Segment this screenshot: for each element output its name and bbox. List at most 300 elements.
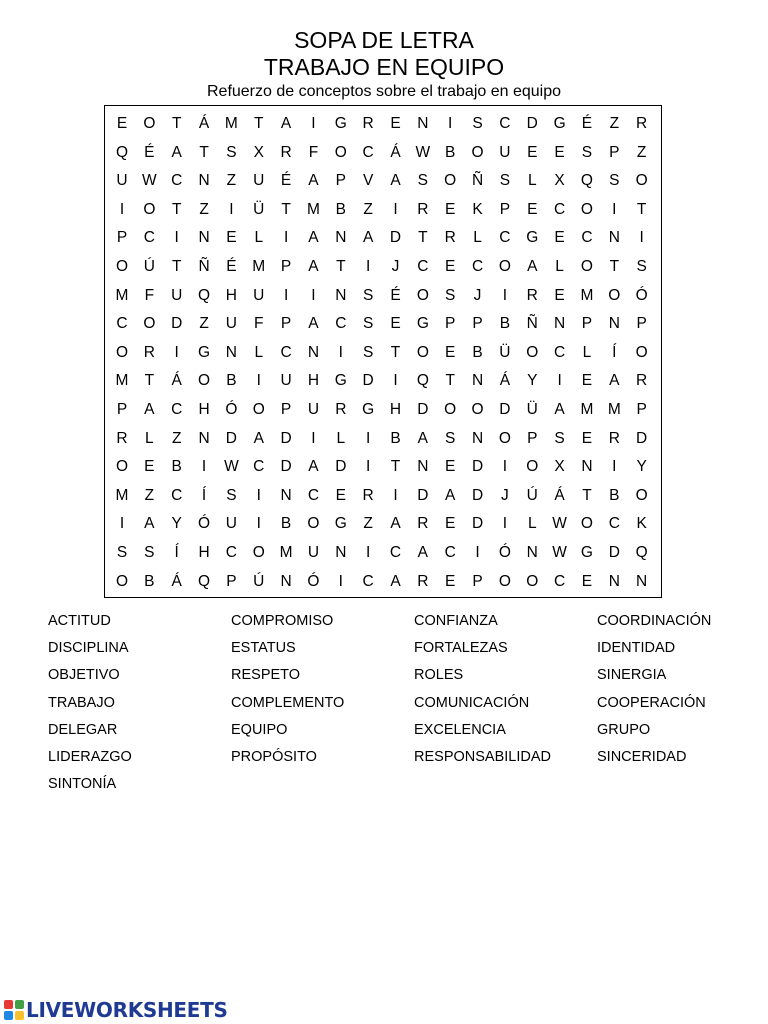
grid-letter[interactable]: D (608, 544, 620, 561)
grid-letter[interactable]: Ú (253, 572, 265, 590)
grid-letter[interactable]: I (338, 343, 343, 361)
grid-letter[interactable]: U (171, 286, 183, 304)
grid-letter[interactable]: R (143, 343, 155, 361)
grid-letter[interactable]: Z (609, 115, 620, 132)
grid-letter[interactable]: P (527, 429, 538, 447)
grid-letter[interactable]: P (636, 401, 647, 418)
grid-letter[interactable]: E (445, 572, 456, 590)
grid-letter[interactable]: H (198, 401, 210, 418)
grid-letter[interactable]: P (499, 200, 511, 218)
grid-letter[interactable]: Ó (225, 401, 238, 418)
grid-letter[interactable]: I (612, 200, 617, 218)
grid-letter[interactable]: K (472, 200, 483, 218)
grid-letter[interactable]: B (390, 429, 401, 447)
grid-letter[interactable]: O (115, 258, 129, 275)
grid-letter[interactable]: R (526, 286, 538, 304)
grid-letter[interactable]: I (502, 286, 508, 304)
grid-letter[interactable]: S (116, 544, 128, 561)
grid-letter[interactable]: N (198, 429, 210, 447)
grid-letter[interactable]: C (307, 486, 320, 504)
grid-letter[interactable]: Y (527, 372, 538, 390)
grid-letter[interactable]: B (609, 486, 620, 504)
grid-letter[interactable]: S (362, 315, 374, 333)
grid-letter[interactable]: O (471, 143, 484, 161)
grid-letter[interactable]: B (335, 200, 346, 218)
grid-letter[interactable]: G (334, 515, 347, 533)
grid-letter[interactable]: D (362, 372, 374, 390)
grid-letter[interactable]: L (336, 429, 346, 447)
grid-letter[interactable]: P (280, 258, 292, 275)
grid-letter[interactable]: H (307, 372, 320, 390)
grid-letter[interactable]: N (417, 115, 429, 132)
grid-letter[interactable]: F (308, 143, 319, 161)
grid-letter[interactable]: J (391, 258, 400, 275)
grid-letter[interactable]: O (635, 343, 648, 361)
grid-letter[interactable]: I (365, 258, 371, 275)
grid-letter[interactable]: D (471, 515, 484, 533)
grid-letter[interactable]: R (362, 486, 374, 504)
grid-letter[interactable]: E (581, 572, 593, 590)
grid-letter[interactable]: C (171, 401, 183, 418)
grid-letter[interactable]: O (444, 172, 457, 190)
grid-letter[interactable]: S (144, 544, 155, 561)
grid-letter[interactable]: D (636, 429, 648, 447)
grid-letter[interactable]: C (553, 572, 566, 590)
grid-letter[interactable]: O (635, 486, 648, 504)
grid-letter[interactable]: Á (554, 486, 565, 504)
grid-letter[interactable]: A (527, 258, 538, 275)
grid-letter[interactable]: P (280, 401, 292, 418)
grid-letter[interactable]: M (115, 486, 129, 504)
grid-letter[interactable]: N (335, 544, 347, 561)
grid-letter[interactable]: I (502, 515, 508, 533)
grid-letter[interactable]: B (226, 372, 237, 390)
grid-letter[interactable]: E (226, 229, 237, 247)
grid-letter[interactable]: I (256, 486, 261, 504)
grid-letter[interactable]: C (471, 258, 484, 275)
grid-letter[interactable]: A (308, 258, 319, 275)
grid-letter[interactable]: U (253, 172, 265, 190)
grid-letter[interactable]: U (116, 172, 128, 190)
grid-letter[interactable]: S (362, 343, 374, 361)
grid-letter[interactable]: N (198, 229, 210, 247)
grid-letter[interactable]: M (607, 401, 621, 418)
grid-letter[interactable]: É (280, 172, 292, 190)
grid-letter[interactable]: C (362, 572, 374, 590)
grid-letter[interactable]: C (553, 343, 566, 361)
grid-letter[interactable]: P (280, 315, 292, 333)
grid-letter[interactable]: L (555, 258, 564, 275)
grid-letter[interactable]: U (253, 286, 265, 304)
grid-letter[interactable]: O (143, 315, 156, 333)
grid-letter[interactable]: Ü (499, 343, 511, 361)
grid-letter[interactable]: E (527, 143, 538, 161)
grid-letter[interactable]: Q (115, 143, 129, 161)
grid-letter[interactable]: O (526, 343, 539, 361)
grid-letter[interactable]: D (417, 401, 429, 418)
grid-letter[interactable]: L (527, 515, 537, 533)
grid-letter[interactable]: I (311, 286, 316, 304)
grid-letter[interactable]: N (280, 572, 292, 590)
grid-letter[interactable]: E (144, 458, 155, 476)
grid-letter[interactable]: T (609, 258, 620, 275)
grid-letter[interactable]: A (362, 229, 374, 247)
grid-letter[interactable]: C (225, 544, 237, 561)
grid-letter[interactable]: R (444, 229, 456, 247)
grid-letter[interactable]: P (445, 315, 456, 333)
grid-letter[interactable]: Ñ (198, 258, 210, 275)
grid-letter[interactable]: M (580, 286, 594, 304)
grid-letter[interactable]: Z (363, 515, 373, 533)
grid-letter[interactable]: G (416, 315, 429, 333)
grid-letter[interactable]: I (365, 429, 371, 447)
grid-letter[interactable]: U (225, 515, 237, 533)
grid-letter[interactable]: Ó (498, 544, 511, 561)
grid-letter[interactable]: D (389, 229, 402, 247)
grid-letter[interactable]: P (581, 315, 593, 333)
grid-letter[interactable]: M (224, 115, 238, 132)
grid-letter[interactable]: A (144, 401, 155, 418)
grid-letter[interactable]: E (390, 115, 401, 132)
grid-letter[interactable]: S (554, 429, 565, 447)
grid-letter[interactable]: T (336, 258, 346, 275)
grid-letter[interactable]: T (144, 372, 155, 390)
grid-letter[interactable]: I (365, 458, 371, 476)
grid-letter[interactable]: S (581, 143, 593, 161)
grid-letter[interactable]: I (119, 200, 125, 218)
grid-letter[interactable]: T (281, 200, 291, 218)
grid-letter[interactable]: B (144, 572, 155, 590)
grid-letter[interactable]: C (335, 315, 347, 333)
grid-letter[interactable]: N (225, 343, 237, 361)
grid-letter[interactable]: C (581, 229, 593, 247)
grid-letter[interactable]: E (390, 315, 401, 333)
grid-letter[interactable]: O (252, 544, 265, 561)
grid-letter[interactable]: É (390, 286, 401, 304)
grid-letter[interactable]: Z (171, 429, 182, 447)
grid-letter[interactable]: R (608, 429, 620, 447)
grid-letter[interactable]: I (338, 572, 343, 590)
grid-letter[interactable]: Q (198, 572, 211, 590)
grid-letter[interactable]: N (417, 458, 429, 476)
grid-letter[interactable]: M (306, 200, 320, 218)
grid-letter[interactable]: O (635, 172, 648, 190)
grid-letter[interactable]: N (553, 315, 566, 333)
grid-letter[interactable]: W (142, 172, 157, 190)
grid-letter[interactable]: T (390, 343, 401, 361)
grid-letter[interactable]: O (198, 372, 211, 390)
grid-letter[interactable]: W (552, 515, 567, 533)
grid-letter[interactable]: D (171, 315, 183, 333)
grid-letter[interactable]: O (307, 515, 320, 533)
grid-letter[interactable]: A (144, 515, 155, 533)
grid-letter[interactable]: W (224, 458, 239, 476)
grid-letter[interactable]: X (253, 143, 264, 161)
grid-letter[interactable]: Q (198, 286, 211, 304)
grid-letter[interactable]: I (475, 544, 480, 561)
grid-letter[interactable]: Ñ (526, 315, 538, 333)
grid-letter[interactable]: O (143, 200, 156, 218)
grid-letter[interactable]: T (171, 115, 182, 132)
grid-letter[interactable]: Ó (198, 515, 211, 533)
grid-letter[interactable]: G (553, 115, 566, 132)
grid-letter[interactable]: Y (171, 515, 182, 533)
grid-letter[interactable]: S (609, 172, 620, 190)
grid-letter[interactable]: H (225, 286, 237, 304)
grid-letter[interactable]: E (554, 286, 565, 304)
grid-letter[interactable]: N (608, 315, 620, 333)
grid-letter[interactable]: A (609, 372, 620, 390)
grid-letter[interactable]: E (445, 515, 456, 533)
grid-letter[interactable]: O (580, 200, 593, 218)
grid-letter[interactable]: K (636, 515, 647, 533)
grid-letter[interactable]: G (198, 343, 211, 361)
grid-letter[interactable]: P (472, 572, 483, 590)
grid-letter[interactable]: A (308, 172, 319, 190)
grid-letter[interactable]: R (417, 572, 429, 590)
grid-letter[interactable]: E (554, 143, 565, 161)
grid-letter[interactable]: N (581, 458, 593, 476)
grid-letter[interactable]: G (580, 544, 593, 561)
grid-letter[interactable]: R (636, 115, 648, 132)
grid-letter[interactable]: E (445, 458, 456, 476)
grid-letter[interactable]: T (418, 229, 428, 247)
grid-letter[interactable]: Z (363, 200, 373, 218)
grid-letter[interactable]: S (226, 486, 237, 504)
grid-letter[interactable]: X (554, 172, 565, 190)
grid-letter[interactable]: C (417, 258, 429, 275)
grid-letter[interactable]: A (417, 429, 429, 447)
grid-letter[interactable]: Z (144, 486, 155, 504)
grid-letter[interactable]: Q (580, 172, 593, 190)
grid-letter[interactable]: O (115, 572, 129, 590)
grid-letter[interactable]: O (334, 143, 347, 161)
grid-letter[interactable]: I (201, 458, 207, 476)
grid-letter[interactable]: Á (499, 372, 511, 390)
grid-letter[interactable]: R (280, 143, 292, 161)
grid-letter[interactable]: O (444, 401, 457, 418)
grid-letter[interactable]: C (608, 515, 620, 533)
grid-letter[interactable]: N (335, 229, 347, 247)
grid-letter[interactable]: O (416, 343, 429, 361)
grid-letter[interactable]: I (119, 515, 125, 533)
grid-letter[interactable]: Á (198, 115, 210, 132)
grid-letter[interactable]: O (580, 258, 593, 275)
grid-letter[interactable]: O (526, 458, 539, 476)
grid-letter[interactable]: M (279, 544, 293, 561)
grid-letter[interactable]: T (636, 200, 647, 218)
grid-letter[interactable]: I (393, 486, 398, 504)
grid-letter[interactable]: U (307, 401, 320, 418)
grid-letter[interactable]: C (499, 229, 511, 247)
grid-letter[interactable]: É (226, 258, 237, 275)
grid-letter[interactable]: M (580, 401, 594, 418)
grid-letter[interactable]: E (554, 229, 565, 247)
grid-letter[interactable]: M (252, 258, 266, 275)
grid-letter[interactable]: N (471, 372, 484, 390)
grid-letter[interactable]: C (116, 315, 128, 333)
grid-letter[interactable]: O (115, 343, 129, 361)
grid-letter[interactable]: É (581, 115, 593, 132)
grid-letter[interactable]: L (254, 343, 264, 361)
grid-letter[interactable]: C (362, 143, 374, 161)
grid-letter[interactable]: I (365, 544, 371, 561)
grid-letter[interactable]: A (253, 429, 264, 447)
grid-letter[interactable]: I (393, 372, 398, 390)
grid-letter[interactable]: S (445, 286, 456, 304)
grid-letter[interactable]: E (335, 486, 346, 504)
grid-letter[interactable]: S (445, 429, 456, 447)
grid-letter[interactable]: A (280, 115, 292, 132)
grid-letter[interactable]: E (581, 372, 593, 390)
grid-letter[interactable]: R (417, 515, 429, 533)
grid-letter[interactable]: É (144, 143, 155, 161)
grid-letter[interactable]: I (393, 200, 398, 218)
grid-letter[interactable]: R (636, 372, 648, 390)
grid-letter[interactable]: D (225, 429, 237, 447)
grid-letter[interactable]: D (499, 401, 511, 418)
grid-letter[interactable]: Ú (143, 258, 155, 275)
grid-letter[interactable]: P (116, 401, 128, 418)
grid-letter[interactable]: N (608, 572, 620, 590)
grid-letter[interactable]: Í (612, 343, 617, 361)
grid-letter[interactable]: A (390, 572, 401, 590)
grid-letter[interactable]: O (498, 572, 511, 590)
grid-letter[interactable]: I (311, 115, 316, 132)
grid-letter[interactable]: H (198, 544, 210, 561)
grid-letter[interactable]: D (280, 458, 292, 476)
grid-letter[interactable]: G (362, 401, 375, 418)
grid-letter[interactable]: T (171, 258, 182, 275)
grid-letter[interactable]: N (198, 172, 210, 190)
grid-letter[interactable]: I (174, 343, 179, 361)
grid-letter[interactable]: N (608, 229, 620, 247)
grid-letter[interactable]: C (253, 458, 265, 476)
grid-letter[interactable]: Ú (526, 486, 538, 504)
grid-letter[interactable]: G (526, 229, 539, 247)
grid-letter[interactable]: M (115, 286, 129, 304)
grid-letter[interactable]: A (308, 229, 319, 247)
grid-letter[interactable]: V (362, 172, 374, 190)
grid-letter[interactable]: E (445, 258, 456, 275)
grid-letter[interactable]: I (283, 286, 289, 304)
grid-letter[interactable]: O (143, 115, 156, 132)
grid-letter[interactable]: S (417, 172, 429, 190)
grid-letter[interactable]: O (580, 515, 593, 533)
grid-letter[interactable]: B (445, 143, 456, 161)
grid-letter[interactable]: L (145, 429, 154, 447)
grid-letter[interactable]: S (472, 115, 483, 132)
grid-letter[interactable]: B (472, 343, 483, 361)
grid-letter[interactable]: J (473, 286, 482, 304)
grid-letter[interactable]: U (280, 372, 292, 390)
grid-letter[interactable]: Ü (526, 401, 538, 418)
grid-letter[interactable]: O (471, 401, 484, 418)
grid-letter[interactable]: A (554, 401, 565, 418)
grid-letter[interactable]: A (308, 458, 319, 476)
grid-letter[interactable]: B (171, 458, 182, 476)
grid-letter[interactable]: I (174, 229, 179, 247)
grid-letter[interactable]: R (362, 115, 374, 132)
grid-letter[interactable]: I (557, 372, 562, 390)
grid-letter[interactable]: T (582, 486, 592, 504)
grid-letter[interactable]: C (280, 343, 292, 361)
grid-letter[interactable]: E (116, 115, 128, 132)
grid-letter[interactable]: R (417, 200, 429, 218)
grid-letter[interactable]: E (445, 200, 456, 218)
grid-letter[interactable]: Á (171, 572, 182, 590)
grid-letter[interactable]: D (471, 486, 484, 504)
grid-letter[interactable]: S (499, 172, 511, 190)
grid-letter[interactable]: Ó (635, 286, 648, 304)
grid-letter[interactable]: S (362, 286, 374, 304)
grid-letter[interactable]: C (499, 115, 511, 132)
grid-letter[interactable]: T (171, 200, 182, 218)
grid-letter[interactable]: P (636, 315, 647, 333)
grid-letter[interactable]: C (553, 200, 566, 218)
grid-letter[interactable]: C (143, 229, 155, 247)
grid-letter[interactable]: N (280, 486, 292, 504)
grid-letter[interactable]: Z (199, 315, 209, 333)
grid-letter[interactable]: O (526, 572, 539, 590)
grid-letter[interactable]: N (471, 429, 484, 447)
grid-letter[interactable]: M (115, 372, 129, 390)
grid-letter[interactable]: I (448, 115, 453, 132)
grid-letter[interactable]: G (334, 372, 347, 390)
grid-letter[interactable]: R (116, 429, 128, 447)
grid-letter[interactable]: U (499, 143, 511, 161)
grid-letter[interactable]: C (389, 544, 402, 561)
grid-letter[interactable]: T (254, 115, 264, 132)
grid-letter[interactable]: I (229, 200, 234, 218)
grid-letter[interactable]: C (171, 486, 183, 504)
grid-letter[interactable]: D (526, 115, 538, 132)
grid-letter[interactable]: O (115, 458, 129, 476)
grid-letter[interactable]: A (171, 143, 182, 161)
grid-letter[interactable]: Ó (307, 572, 320, 590)
grid-letter[interactable]: I (256, 515, 261, 533)
grid-letter[interactable]: D (417, 486, 429, 504)
grid-letter[interactable]: L (473, 229, 482, 247)
grid-letter[interactable]: A (417, 544, 429, 561)
grid-letter[interactable]: W (415, 143, 431, 161)
grid-letter[interactable]: Í (201, 486, 207, 504)
grid-letter[interactable]: F (254, 315, 264, 333)
grid-letter[interactable]: O (498, 258, 511, 275)
grid-letter[interactable]: A (308, 315, 319, 333)
grid-letter[interactable]: L (582, 343, 592, 361)
grid-letter[interactable]: A (390, 515, 401, 533)
grid-letter[interactable]: P (472, 315, 483, 333)
grid-letter[interactable]: E (445, 343, 456, 361)
grid-letter[interactable]: Z (636, 143, 647, 161)
grid-letter[interactable]: J (501, 486, 509, 504)
grid-letter[interactable]: L (527, 172, 537, 190)
grid-letter[interactable]: B (280, 515, 292, 533)
grid-letter[interactable]: O (416, 286, 429, 304)
grid-letter[interactable]: N (636, 572, 648, 590)
grid-letter[interactable]: S (226, 143, 237, 161)
grid-letter[interactable]: Á (171, 372, 182, 390)
grid-letter[interactable]: O (498, 429, 511, 447)
grid-letter[interactable]: O (252, 401, 265, 418)
grid-letter[interactable]: X (554, 458, 565, 476)
grid-letter[interactable]: I (502, 458, 508, 476)
grid-letter[interactable]: E (527, 200, 538, 218)
grid-letter[interactable]: U (307, 544, 320, 561)
grid-letter[interactable]: T (199, 143, 209, 161)
grid-letter[interactable]: D (471, 458, 484, 476)
